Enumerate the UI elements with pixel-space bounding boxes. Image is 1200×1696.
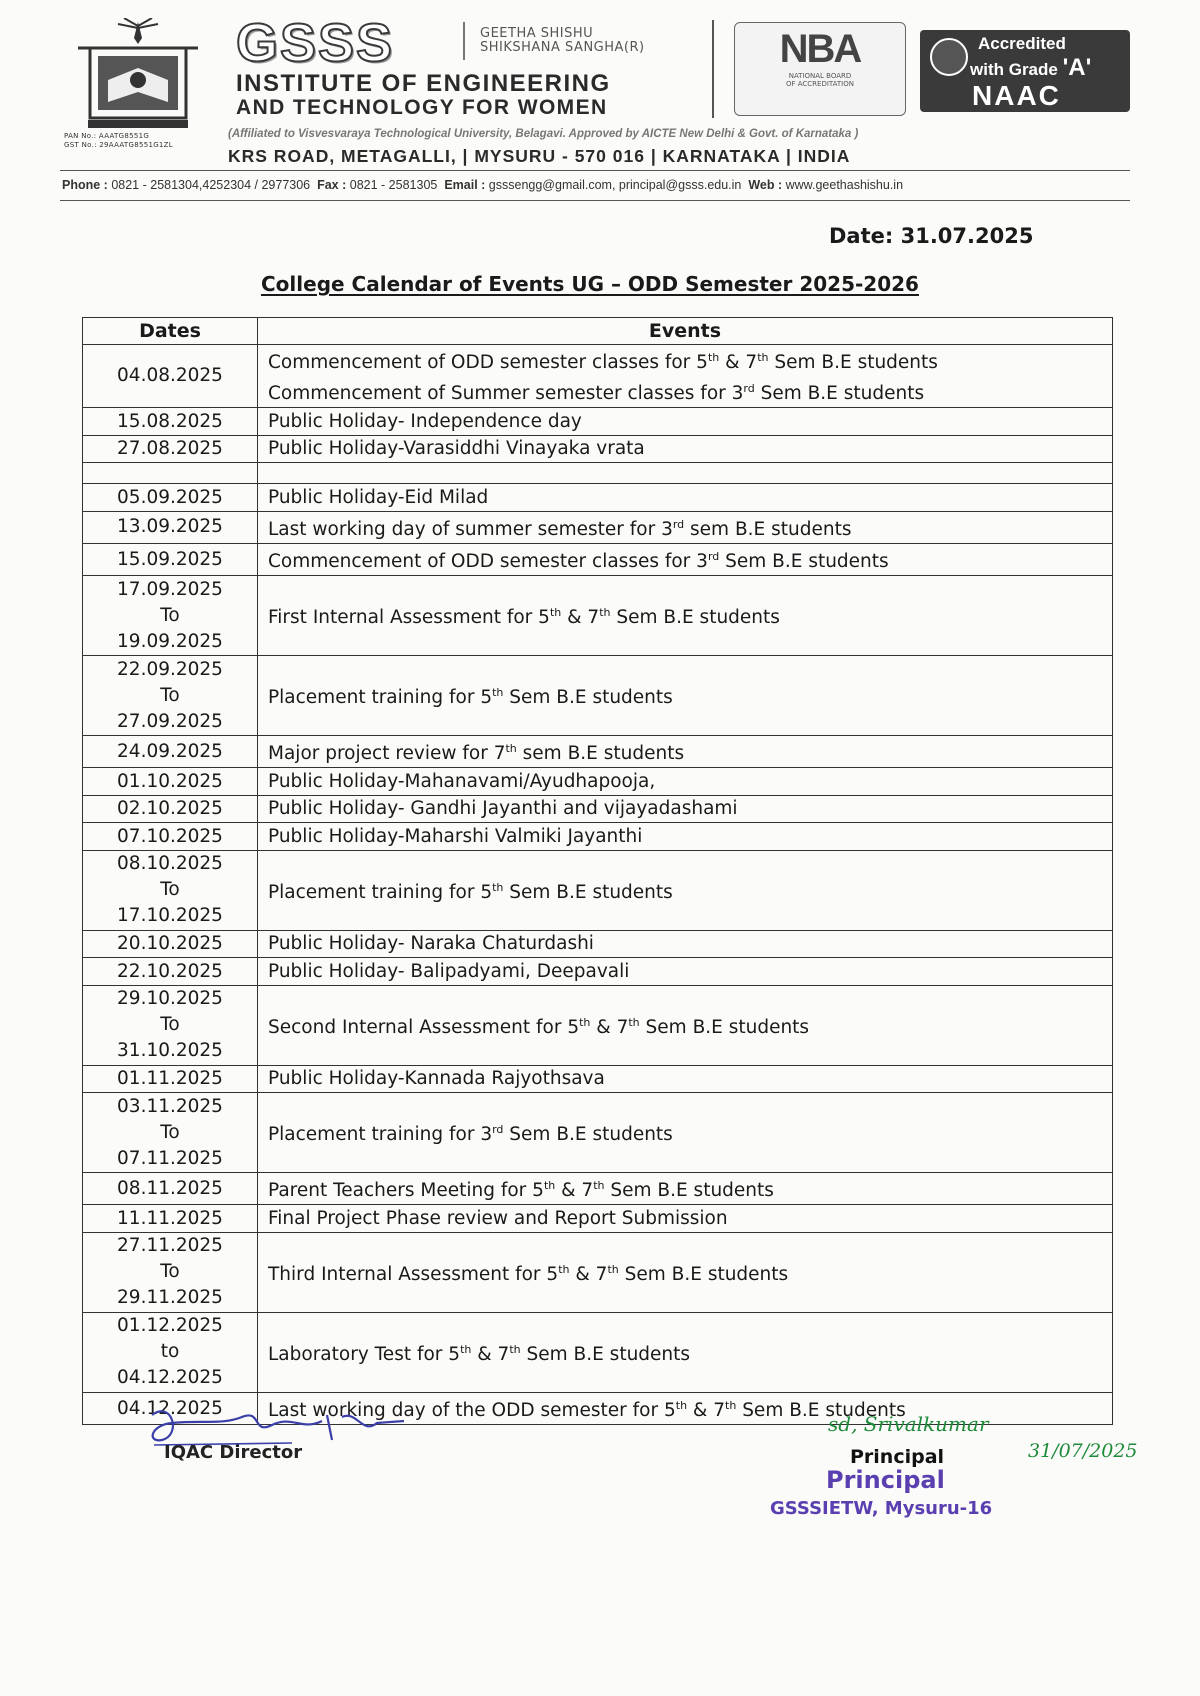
range-end: 31.10.2025 xyxy=(117,1040,223,1062)
event-line: Commencement of ODD semester classes for 5th & 7th Sem B.E students xyxy=(268,351,938,374)
date-cell: 07.10.2025 xyxy=(83,823,258,851)
event-cell: Major project review for 7th sem B.E students xyxy=(258,736,1113,768)
table-row xyxy=(83,850,1113,930)
pan-number: PAN No.: AAATG8551G xyxy=(64,132,150,140)
date-cell: 08.11.2025 xyxy=(83,1173,258,1205)
contact-line xyxy=(62,178,903,192)
event-cell: Public Holiday- Independence day xyxy=(258,408,1113,436)
column-header-dates: Dates xyxy=(83,318,258,345)
event-cell: Last working day of summer semester for 3rd sem B.E students xyxy=(258,511,1113,543)
blank-row xyxy=(83,463,1113,484)
naac-badge xyxy=(920,30,1130,112)
event-cell: Public Holiday-Kannada Rajyothsava xyxy=(258,1065,1113,1093)
event-cell: Second Internal Assessment for 5th & 7th Sem B.E students xyxy=(258,985,1113,1065)
iqac-director-title: IQAC Director xyxy=(164,1442,303,1463)
range-sep: To xyxy=(160,1121,180,1143)
date-cell: 15.09.2025 xyxy=(83,543,258,575)
range-start: 17.09.2025 xyxy=(117,578,223,600)
range-start: 29.10.2025 xyxy=(117,988,223,1010)
org-full-line2: SHIKSHANA SANGHA(R) xyxy=(480,40,645,55)
nba-name-line1: NATIONAL BOARD xyxy=(788,72,852,80)
event-cell: First Internal Assessment for 5th & 7th Sem B.E students xyxy=(258,576,1113,656)
web-value[interactable]: www.geethashishu.in xyxy=(785,178,904,192)
principal-signature: sd, Srivalkumar xyxy=(828,1412,989,1436)
date-range-cell xyxy=(83,1093,258,1173)
event-cell: Public Holiday- Balipadyami, Deepavali xyxy=(258,958,1113,986)
naac-grade-line xyxy=(970,54,1091,82)
email-value[interactable]: gsssengg@gmail.com, principal@gsss.edu.in xyxy=(488,178,742,192)
event-cell: Placement training for 5th Sem B.E students xyxy=(258,850,1113,930)
phone-value: 0821 - 2581304,4252304 / 2977306 xyxy=(111,178,311,192)
date-range-cell xyxy=(83,1312,258,1392)
date-cell: 27.08.2025 xyxy=(83,435,258,463)
event-line: Commencement of Summer semester classes for 3rd Sem B.E students xyxy=(268,382,925,405)
table-row xyxy=(83,823,1113,851)
affiliation-text: (Affiliated to Visvesvaraya Technological University, Belagavi. Approved by AICTE New Delhi & Govt. of Karnataka ) xyxy=(228,128,859,140)
address: KRS ROAD, METAGALLI, | MYSURU - 570 016 | KARNATAKA | INDIA xyxy=(228,146,851,166)
table-row xyxy=(83,795,1113,823)
range-end: 29.11.2025 xyxy=(117,1287,223,1309)
range-start: 08.10.2025 xyxy=(117,853,223,875)
table-row xyxy=(83,985,1113,1065)
event-cell: Public Holiday-Maharshi Valmiki Jayanthi xyxy=(258,823,1113,851)
table-row xyxy=(83,1312,1113,1392)
date-cell: 13.09.2025 xyxy=(83,511,258,543)
date-cell: 24.09.2025 xyxy=(83,736,258,768)
range-sep: To xyxy=(160,604,180,626)
org-full-line1: GEETHA SHISHU xyxy=(480,26,594,41)
date-cell: 04.12.2025 xyxy=(83,1392,258,1424)
range-start: 27.11.2025 xyxy=(117,1235,223,1257)
empty-cell xyxy=(258,463,1113,484)
fax-label: Fax : xyxy=(317,178,347,192)
event-cell: Last working day of the ODD semester for 5th & 7th Sem B.E students xyxy=(258,1392,1113,1424)
date-cell: 15.08.2025 xyxy=(83,408,258,436)
event-cell: Public Holiday-Mahanavami/Ayudhapooja, xyxy=(258,768,1113,796)
date-cell: 01.10.2025 xyxy=(83,768,258,796)
range-end: 27.09.2025 xyxy=(117,710,223,732)
table-row xyxy=(83,345,1113,408)
nba-logo: NBA xyxy=(779,27,861,71)
range-end: 17.10.2025 xyxy=(117,905,223,927)
divider xyxy=(712,20,714,118)
table-row xyxy=(83,958,1113,986)
email-label: Email : xyxy=(444,178,486,192)
date-cell: 11.11.2025 xyxy=(83,1205,258,1233)
event-cell: Public Holiday- Gandhi Jayanthi and vijayadashami xyxy=(258,795,1113,823)
date-cell: 04.08.2025 xyxy=(83,345,258,408)
table-row xyxy=(83,1173,1113,1205)
table-row xyxy=(83,1093,1113,1173)
org-full-name xyxy=(480,27,645,55)
phone-label: Phone : xyxy=(62,178,108,192)
calendar-table xyxy=(82,317,1113,1425)
table-row xyxy=(83,1232,1113,1312)
range-end: 07.11.2025 xyxy=(117,1147,223,1169)
event-cell: Public Holiday-Varasiddhi Vinayaka vrata xyxy=(258,435,1113,463)
event-cell: Placement training for 5th Sem B.E students xyxy=(258,656,1113,736)
table-row xyxy=(83,511,1113,543)
institute-name-line2: AND TECHNOLOGY FOR WOMEN xyxy=(236,96,608,119)
table-row xyxy=(83,1065,1113,1093)
date-range-cell xyxy=(83,1232,258,1312)
nba-name xyxy=(735,72,905,88)
table-row xyxy=(83,656,1113,736)
divider xyxy=(463,22,465,60)
date-cell: 20.10.2025 xyxy=(83,930,258,958)
range-end: 19.09.2025 xyxy=(117,630,223,652)
range-sep: To xyxy=(160,879,180,901)
range-sep: To xyxy=(160,1014,180,1036)
date-range-cell xyxy=(83,850,258,930)
logo-codes xyxy=(64,132,173,150)
date-cell: 01.11.2025 xyxy=(83,1065,258,1093)
empty-cell xyxy=(83,463,258,484)
column-header-events: Events xyxy=(258,318,1113,345)
date-range-cell xyxy=(83,576,258,656)
date-range-cell xyxy=(83,985,258,1065)
event-cell: Public Holiday- Naraka Chaturdashi xyxy=(258,930,1113,958)
naac-seal-icon xyxy=(930,38,968,76)
event-cell: Final Project Phase review and Report Submission xyxy=(258,1205,1113,1233)
header-rule-bottom xyxy=(60,200,1130,201)
event-cell: Parent Teachers Meeting for 5th & 7th Sem B.E students xyxy=(258,1173,1113,1205)
table-row xyxy=(83,930,1113,958)
event-cell: Public Holiday-Eid Milad xyxy=(258,484,1113,512)
principal-signature-date: 31/07/2025 xyxy=(1028,1440,1138,1462)
table-row xyxy=(83,736,1113,768)
table-row xyxy=(83,484,1113,512)
table-row xyxy=(83,408,1113,436)
table-row xyxy=(83,435,1113,463)
event-cell: Commencement of ODD semester classes for 3rd Sem B.E students xyxy=(258,543,1113,575)
date-range-cell xyxy=(83,656,258,736)
table-row xyxy=(83,768,1113,796)
range-start: 01.12.2025 xyxy=(117,1315,223,1337)
principal-stamp: Principal xyxy=(826,1466,945,1494)
naac-grade: 'A' xyxy=(1062,54,1092,81)
range-start: 03.11.2025 xyxy=(117,1095,223,1117)
nba-name-line2: OF ACCREDITATION xyxy=(785,80,854,88)
range-end: 04.12.2025 xyxy=(117,1367,223,1389)
date-cell: 05.09.2025 xyxy=(83,484,258,512)
range-sep: To xyxy=(160,1261,180,1283)
institute-logo-icon xyxy=(78,18,198,138)
table-header-row xyxy=(83,318,1113,345)
institution-stamp: GSSSIETW, Mysuru-16 xyxy=(770,1498,993,1519)
table-row xyxy=(83,1205,1113,1233)
web-label: Web : xyxy=(748,178,783,192)
institute-name-line1: INSTITUTE OF ENGINEERING xyxy=(236,70,611,97)
header-rule xyxy=(60,170,1130,171)
range-start: 22.09.2025 xyxy=(117,658,223,680)
document-date: Date: 31.07.2025 xyxy=(829,224,1034,248)
gst-number: GST No.: 29AAATG8551G1ZL xyxy=(64,141,173,149)
naac-grade-label: with Grade xyxy=(970,60,1058,79)
naac-name: NAAC xyxy=(972,80,1061,111)
event-cell xyxy=(258,345,1113,408)
document-title: College Calendar of Events UG – ODD Semester 2025-2026 xyxy=(261,272,919,296)
event-cell: Laboratory Test for 5th & 7th Sem B.E students xyxy=(258,1312,1113,1392)
range-sep: To xyxy=(160,684,180,706)
event-cell: Third Internal Assessment for 5th & 7th Sem B.E students xyxy=(258,1232,1113,1312)
org-short-name: GSSS xyxy=(236,13,395,73)
range-sep: to xyxy=(160,1341,180,1363)
nba-badge xyxy=(734,22,906,116)
principal-title: Principal xyxy=(850,1446,945,1468)
date-cell: 02.10.2025 xyxy=(83,795,258,823)
table-row xyxy=(83,576,1113,656)
table-row xyxy=(83,543,1113,575)
event-cell: Placement training for 3rd Sem B.E students xyxy=(258,1093,1113,1173)
fax-value: 0821 - 2581305 xyxy=(349,178,438,192)
date-cell: 22.10.2025 xyxy=(83,958,258,986)
naac-accredited: Accredited xyxy=(978,34,1066,53)
